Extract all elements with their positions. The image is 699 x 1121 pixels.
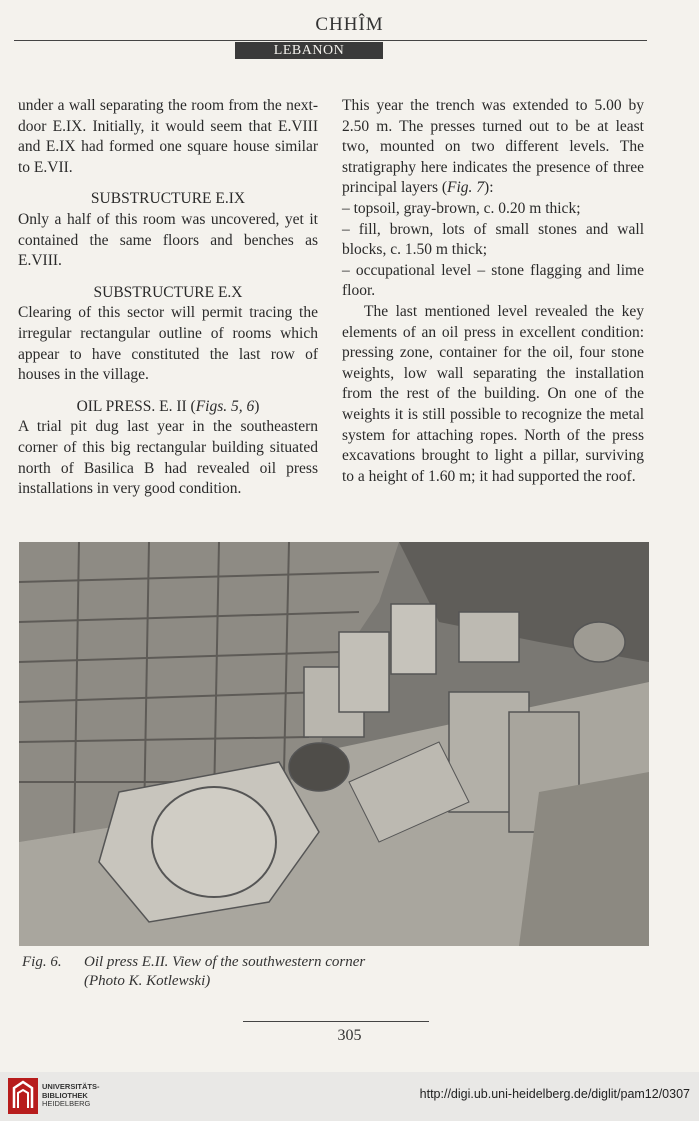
caption-line-2: (Photo K. Kotlewski) xyxy=(84,973,211,989)
left-paragraph-2: Only a half of this room was uncovered, yet it contained the same floors and benches as E.VIII. xyxy=(18,210,318,270)
left-paragraph-4: A trial pit dug last year in the southeastern corner of this big rectangular building situated north of Basilica B had revealed oil press installations in very good condition. xyxy=(18,418,318,498)
section-tag: LEBANON xyxy=(235,42,383,59)
heading-substructure-e-ix: SUBSTRUCTURE E.IX xyxy=(90,190,246,208)
layer-item-fill: – fill, brown, lots of small stones and wall blocks, c. 1.50 m thick; xyxy=(342,220,644,259)
right-paragraph-1: This year the trench was extended to 5.00 by 2.50 m. The presses turned out to be at least two, mounted on two different levels. The stratigraphy here indicates the presence of three principal layers (Fig. 7): xyxy=(342,97,644,197)
library-name: UNIVERSITÄTS- BIBLIOTHEK HEIDELBERG xyxy=(42,1082,100,1108)
heading-substructure-e-x: SUBSTRUCTURE E.X xyxy=(93,283,243,301)
right-column xyxy=(342,96,644,487)
library-footer xyxy=(0,1072,699,1121)
header-rule xyxy=(14,40,647,41)
page-number: 305 xyxy=(337,1027,362,1044)
layer-item-topsoil: – topsoil, gray-brown, c. 0.20 m thick; xyxy=(342,199,581,217)
figure-reference: Fig. 7 xyxy=(447,179,485,197)
left-paragraph-3: Clearing of this sector will permit tracing the irregular rectangular outline of rooms which appear to have constituted the last row of houses in the village. xyxy=(18,304,318,384)
figure-reference: Figs. 5, 6 xyxy=(195,397,255,415)
heading-oil-press: OIL PRESS. E. II (Figs. 5, 6) xyxy=(76,397,260,415)
right-paragraph-2: The last mentioned level revealed the key elements of an oil press in excellent condition: pressing zone, container for the oil, four stone weights, low wall separating the installation from the rest of the building. On one of the weights it is still possible to recognize the metal system for attaching ropes. North of the press excavations brought to light a pillar, surviving to a height of 1.60 m; it had supported the roof. xyxy=(342,302,644,485)
footer-rule xyxy=(243,1021,429,1022)
left-column xyxy=(18,96,318,500)
layer-item-occupational: – occupational level – stone flagging and lime floor. xyxy=(342,261,644,300)
running-title: CHHÎM xyxy=(315,14,384,35)
left-paragraph-1: under a wall separating the room from the next-door E.IX. Initially, it would seem that E.VIII and E.IX had formed one square house similar to E.VII. xyxy=(18,97,318,176)
caption-line-1: Oil press E.II. View of the southwestern corner xyxy=(84,954,366,970)
library-logo-icon xyxy=(8,1078,38,1114)
source-url-link[interactable]: http://digi.ub.uni-heidelberg.de/diglit/pam12/0307 xyxy=(419,1087,690,1101)
figure-label: Fig. 6. xyxy=(22,954,62,970)
figure-caption xyxy=(22,953,365,991)
excavation-photo xyxy=(19,542,649,946)
